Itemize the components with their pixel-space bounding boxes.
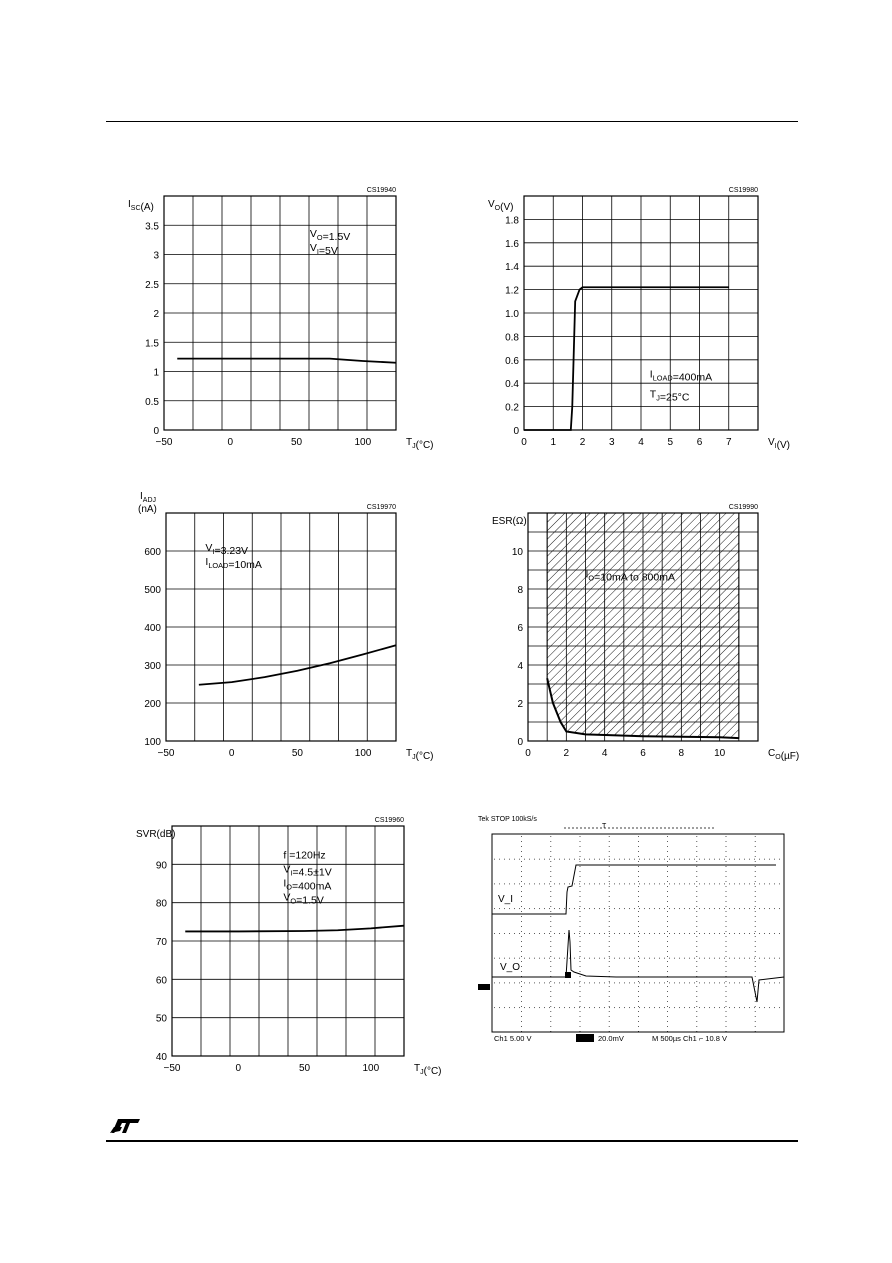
y-axis-label: ESR(Ω) [492, 516, 527, 527]
annotation: $V_I=4.5\pm 1V$ [283, 863, 332, 879]
y-axis-unit: (nA) [138, 504, 157, 515]
x-tick-label: 2 [579, 437, 586, 448]
x-tick-label: 7 [725, 437, 732, 448]
chart-svr [136, 817, 442, 1077]
figure-code: CS19990 [728, 504, 758, 511]
x-tick-label: 0 [227, 437, 234, 448]
x-tick-label: 2 [563, 748, 570, 759]
annotation: $I_{LOAD}=10mA$ [205, 556, 262, 571]
figure-code: CS19980 [728, 187, 758, 194]
figure-code: CS19940 [366, 187, 396, 194]
x-tick-label: 100 [362, 1063, 380, 1074]
st-logo-icon [108, 1115, 142, 1135]
series-line [524, 287, 729, 430]
y-tick-label: 100 [144, 737, 161, 748]
x-tick-label: 0 [235, 1063, 242, 1074]
annotation: $I_O=400mA$ [283, 877, 332, 893]
annotation: $V_O=1.5V$ [283, 891, 324, 907]
y-tick-label: 2.5 [145, 279, 159, 291]
x-tick-label: 4 [638, 437, 644, 448]
scope-vi-trace [492, 865, 776, 914]
x-axis-label: $T_J(^\circ C)$ [406, 437, 434, 451]
x-axis-label: $V_I(V)$ [768, 437, 790, 451]
x-tick-label: 50 [291, 748, 303, 759]
x-axis-label: $T_J(^\circ C)$ [414, 1063, 442, 1077]
y-tick-label: 1.6 [505, 238, 519, 250]
chart-esr [492, 504, 799, 762]
x-tick-label: 4 [601, 748, 608, 759]
y-tick-label: 80 [155, 898, 167, 910]
y-tick-label: 1.5 [145, 338, 159, 350]
y-tick-label: 0 [153, 426, 159, 437]
y-axis-label: SVR(dB) [136, 829, 176, 840]
series-line [185, 926, 404, 932]
x-tick-label: 1 [550, 437, 557, 448]
annotation: $I_O=10mA$ to 800mA [585, 568, 675, 584]
y-tick-label: 2 [517, 699, 523, 710]
y-tick-label: 4 [517, 661, 523, 672]
x-tick-label: 8 [678, 748, 685, 759]
x-tick-label: 0 [525, 748, 531, 759]
x-axis-label: $T_J(^\circ C)$ [406, 748, 434, 762]
chart-vo [488, 187, 790, 451]
annotation: $V_I=3.23V$ [205, 542, 249, 557]
y-tick-label: 1.8 [505, 215, 519, 227]
y-tick-label: 0.2 [505, 402, 519, 414]
x-tick-label: −50 [155, 437, 173, 448]
scope-trigger-marker: T [602, 823, 607, 830]
series-line [177, 359, 396, 363]
y-tick-label: 50 [155, 1013, 167, 1025]
scope-footer-ch1: Ch1 5.00 V [494, 1034, 532, 1043]
oscilloscope-capture [476, 812, 790, 1046]
y-tick-label: 0 [513, 426, 519, 437]
x-tick-label: 50 [291, 437, 303, 448]
footer-rule [106, 1140, 798, 1142]
x-tick-label: −50 [157, 748, 175, 759]
annotation: $V_O=1.5V$ [309, 227, 351, 243]
oscilloscope-trace [476, 812, 790, 1046]
y-tick-label: 1 [153, 367, 159, 379]
annotation: f =120Hz [283, 849, 326, 862]
y-tick-label: 1.4 [505, 262, 519, 274]
y-tick-label: 1.2 [505, 285, 519, 297]
y-tick-label: 300 [144, 661, 161, 672]
x-tick-label: 0 [228, 748, 235, 759]
y-tick-label: 0.4 [505, 379, 519, 391]
y-tick-label: 60 [155, 975, 167, 987]
y-tick-label: 500 [144, 585, 161, 596]
annotation: $T_J=25^\circ C$ [649, 388, 690, 404]
x-tick-label: −50 [163, 1063, 181, 1074]
figure-code: CS19960 [374, 817, 404, 824]
chart-isc [128, 187, 434, 451]
scope-footer-time: M 500µs Ch1 ⌐ 10.8 V [652, 1034, 727, 1043]
y-tick-label: 3 [153, 250, 159, 262]
y-axis-label: $V_O(V)$ [488, 199, 514, 213]
annotation: $V_I=5V$ [309, 241, 338, 257]
scope-vi-label: V_I [498, 894, 514, 905]
y-tick-label: 10 [511, 547, 523, 558]
y-tick-label: 70 [155, 937, 167, 948]
x-tick-label: 50 [299, 1063, 311, 1074]
y-tick-label: 40 [155, 1052, 167, 1063]
figure-code: CS19970 [366, 504, 396, 511]
y-tick-label: 8 [517, 585, 523, 596]
y-tick-label: 200 [144, 699, 161, 710]
y-tick-label: 3.5 [145, 221, 159, 233]
x-tick-label: 6 [640, 748, 646, 759]
y-tick-label: 0.8 [505, 332, 519, 344]
y-axis-label: $I_{SC}(A)$ [128, 199, 154, 213]
y-tick-label: 0 [517, 737, 523, 748]
scope-footer-ch2: 20.0mV [598, 1034, 624, 1043]
y-tick-label: 2 [153, 309, 159, 320]
scope-header: Tek STOP 100kS/s [478, 816, 537, 823]
y-tick-label: 400 [144, 623, 161, 634]
y-tick-label: 0.5 [145, 396, 159, 408]
x-tick-label: 0 [521, 437, 527, 448]
x-tick-label: 6 [696, 437, 703, 448]
y-tick-label: 6 [517, 623, 523, 634]
y-tick-label: 1.0 [505, 309, 519, 320]
y-tick-label: 0.6 [505, 355, 519, 367]
x-axis-label: $C_O(\mu F)$ [768, 748, 800, 762]
x-tick-label: 100 [354, 748, 372, 759]
annotation: $I_{LOAD}=400mA$ [649, 368, 713, 384]
chart-iadj [138, 491, 434, 762]
scope-vo-label: V_O [500, 962, 521, 973]
y-tick-label: 90 [155, 860, 167, 872]
x-tick-label: 5 [667, 437, 674, 448]
x-tick-label: 3 [608, 437, 615, 448]
y-tick-label: 600 [144, 547, 161, 558]
x-tick-label: 10 [714, 748, 726, 759]
y-axis-label: $I_{ADJ}$ [140, 491, 157, 504]
x-tick-label: 100 [354, 437, 372, 448]
